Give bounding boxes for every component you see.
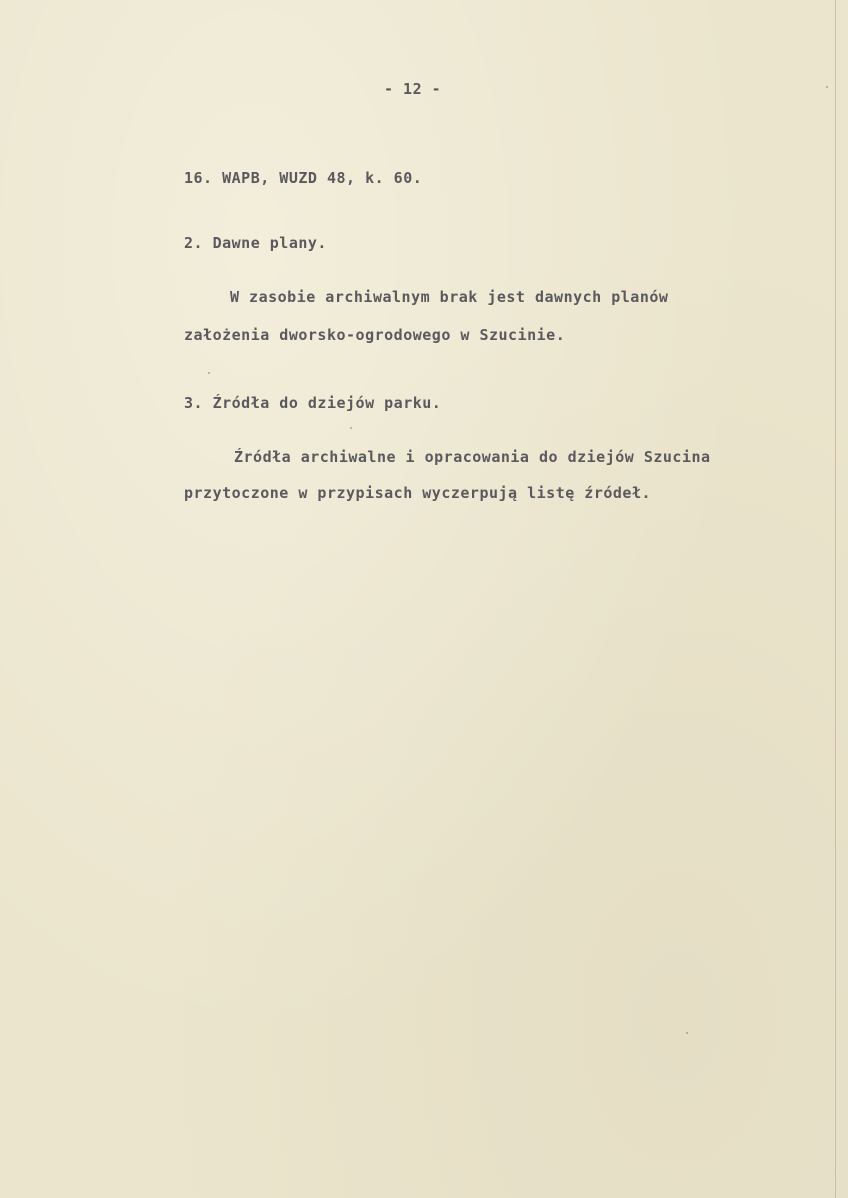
section-3-line-1: Źródła archiwalne i opracowania do dziejów Szucina: [234, 448, 711, 466]
paper-speck: [208, 372, 210, 374]
section-2-line-2: założenia dworsko-ogrodowego w Szucinie.: [184, 326, 566, 344]
page-edge-line: [835, 0, 836, 1198]
paper-speck: [826, 86, 828, 88]
paper-speck: [686, 1032, 688, 1034]
section-2-line-1: W zasobie archiwalnym brak jest dawnych planów: [230, 288, 669, 306]
section-2-heading: 2. Dawne plany.: [184, 234, 327, 252]
paper-speck: [350, 427, 352, 429]
section-3-heading: 3. Źródła do dziejów parku.: [184, 394, 442, 412]
footnote-16: 16. WAPB, WUZD 48, k. 60.: [184, 169, 423, 187]
page-number: - 12 -: [384, 80, 442, 98]
section-3-line-2: przytoczone w przypisach wyczerpują listę źródeł.: [184, 484, 652, 502]
